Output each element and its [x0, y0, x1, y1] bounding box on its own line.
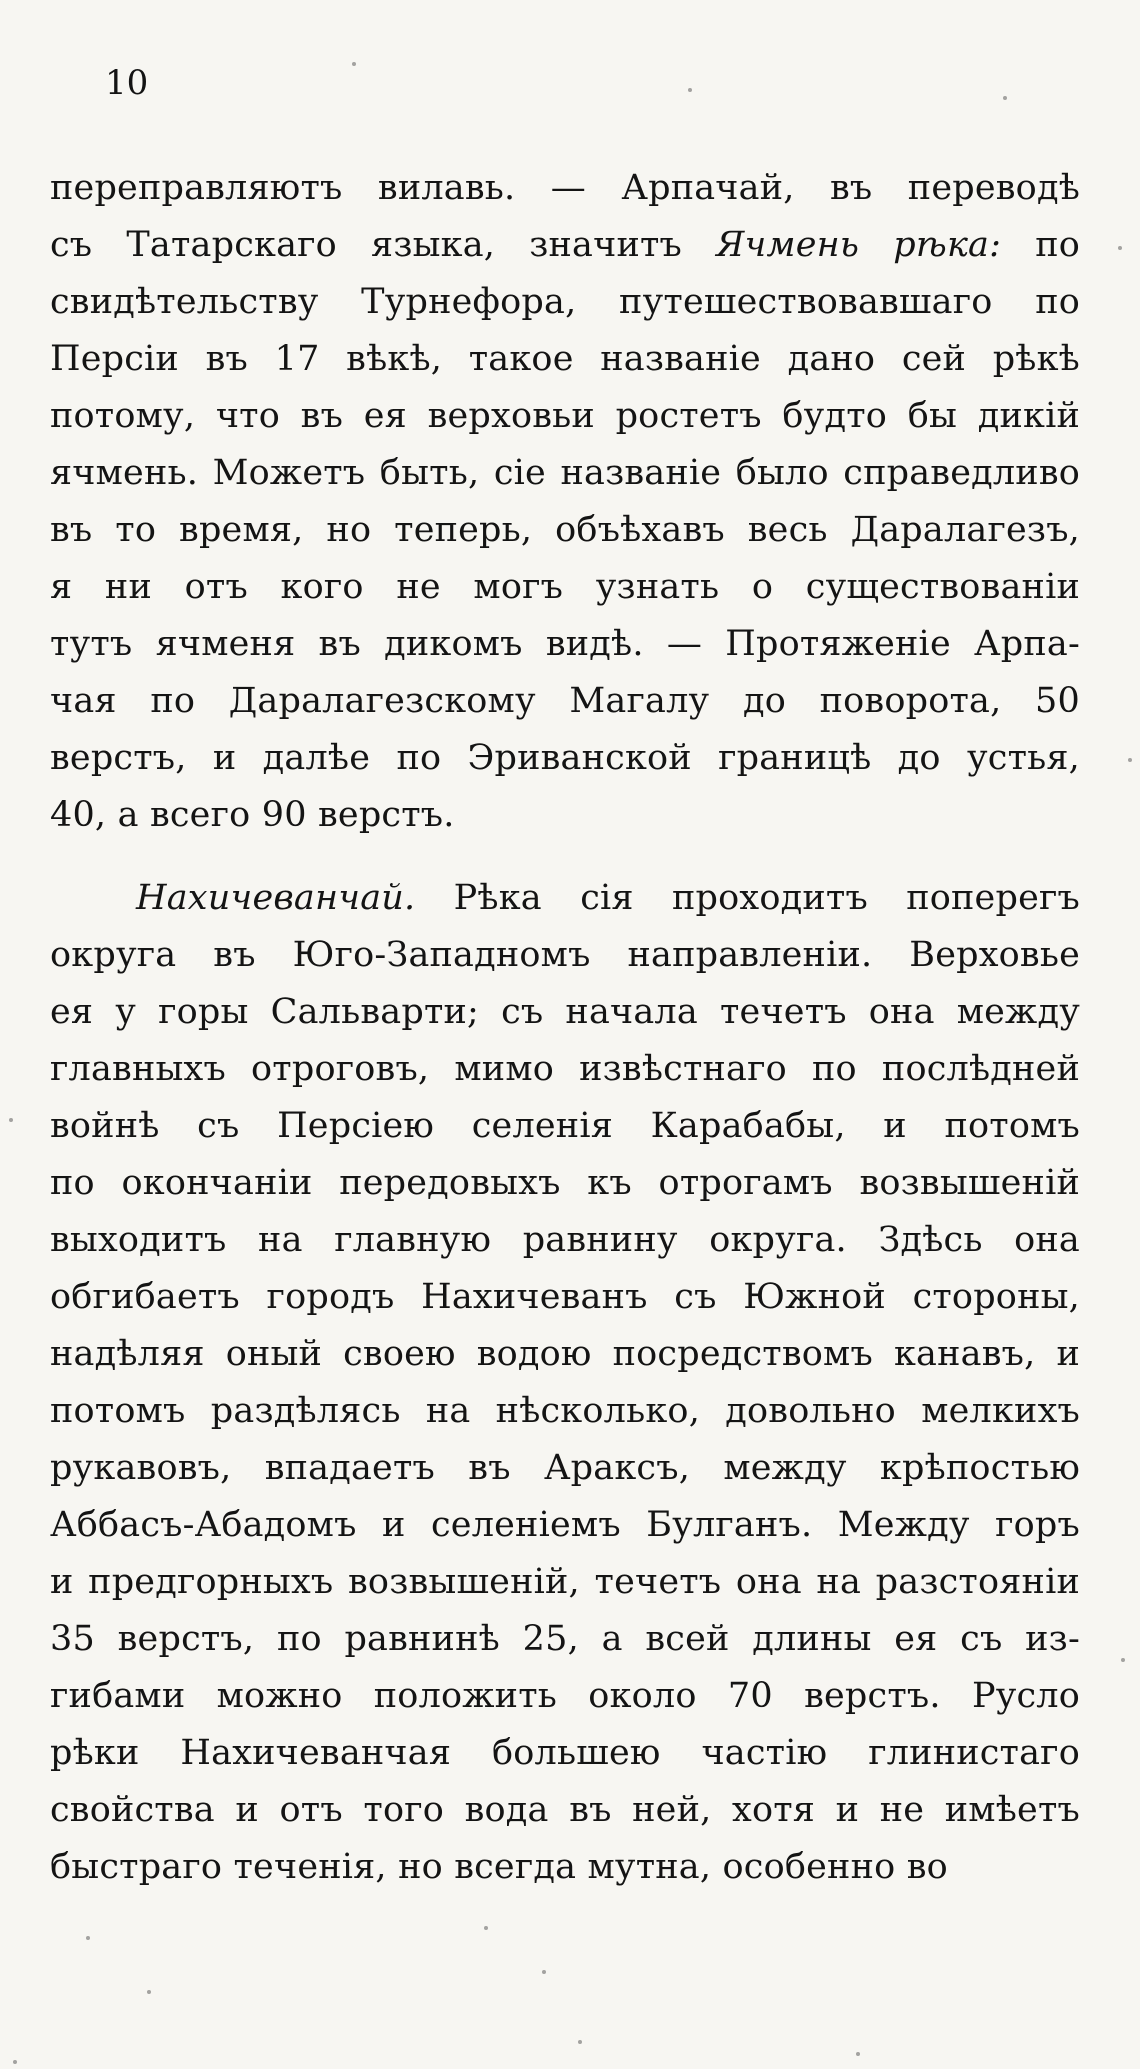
text-segment: войнѣ съ Персіею селенія Карабабы, и потомъ: [50, 1106, 1080, 1146]
text-line: [50, 1725, 1080, 1782]
text-line: [50, 217, 1080, 274]
text-segment: съ Татарскаго языка, значитъ: [50, 225, 717, 265]
text-line: [50, 502, 1080, 559]
text-segment: главныхъ отроговъ, мимо извѣстнаго по послѣдней: [50, 1049, 1080, 1089]
paper-speck: [856, 2052, 860, 2056]
text-line: [50, 927, 1080, 984]
text-line: [50, 1554, 1080, 1611]
text-segment: выходитъ на главную равнину округа. Здѣсь она: [50, 1220, 1080, 1260]
text-segment: я ни отъ кого не могъ узнать о существованіи: [50, 567, 1080, 607]
text-line: [50, 1668, 1080, 1725]
text-line: [50, 787, 1080, 844]
text-segment: по окончаніи передовыхъ къ отрогамъ возвышеній: [50, 1163, 1080, 1203]
text-line: [50, 673, 1080, 730]
italic-text-segment: Нахичеванчай.: [136, 878, 416, 918]
text-line: [50, 984, 1080, 1041]
text-line: [50, 1269, 1080, 1326]
text-segment: верстъ, и далѣе по Эриванской границѣ до устья,: [50, 738, 1080, 778]
paper-speck: [1118, 246, 1122, 250]
text-segment: тутъ ячменя въ дикомъ видѣ. — Протяженіе Арпа-: [50, 624, 1080, 664]
text-segment: Аббасъ-Абадомъ и селеніемъ Булганъ. Между горъ: [50, 1505, 1080, 1545]
paper-speck: [13, 2060, 17, 2064]
text-segment: ячмень. Можетъ быть, сіе названіе было справедливо: [50, 453, 1080, 493]
paper-speck: [484, 1926, 488, 1930]
text-segment: 40, а всего 90 верстъ.: [50, 795, 455, 835]
text-line: [50, 559, 1080, 616]
paper-speck: [542, 1970, 546, 1974]
text-segment: рукавовъ, впадаетъ въ Араксъ, между крѣпостью: [50, 1448, 1080, 1488]
text-line: [50, 1098, 1080, 1155]
paragraph-nakhichevanchai: [50, 870, 1080, 1896]
text-segment: чая по Даралагезскому Магалу до поворота, 50: [50, 681, 1080, 721]
text-segment: Рѣка сія проходитъ поперегъ: [415, 878, 1080, 918]
text-line: [50, 616, 1080, 673]
text-segment: быстраго теченія, но всегда мутна, особенно во: [50, 1847, 948, 1887]
text-segment: свойства и отъ того вода въ ней, хотя и не имѣетъ: [50, 1790, 1080, 1830]
text-segment: надѣляя оный своею водою посредствомъ канавъ, и: [50, 1334, 1080, 1374]
text-line: [50, 1383, 1080, 1440]
text-line: [50, 730, 1080, 787]
text-segment: потомъ раздѣлясь на нѣсколько, довольно мелкихъ: [50, 1391, 1080, 1431]
page-number: 10: [105, 63, 149, 103]
text-line: [50, 388, 1080, 445]
text-line: [50, 1782, 1080, 1839]
paper-speck: [352, 62, 356, 66]
text-segment: свидѣтельству Турнефора, путешествовавшаго по: [50, 282, 1080, 322]
text-segment: по: [1001, 225, 1080, 265]
paper-speck: [578, 2040, 582, 2044]
text-line: [50, 1839, 1080, 1896]
paper-speck: [9, 1118, 13, 1122]
text-segment: обгибаетъ городъ Нахичеванъ съ Южной стороны,: [50, 1277, 1080, 1317]
text-line: [50, 445, 1080, 502]
text-segment: рѣки Нахичеванчая большею частію глинистаго: [50, 1733, 1080, 1773]
text-line: [50, 274, 1080, 331]
paper-speck: [86, 1936, 90, 1940]
text-line: [50, 331, 1080, 388]
italic-text-segment: Ячмень рѣка:: [716, 225, 1002, 265]
text-line: [50, 870, 1080, 927]
paper-speck: [688, 88, 692, 92]
text-line: [50, 1440, 1080, 1497]
text-line: [50, 1611, 1080, 1668]
paper-speck: [147, 1990, 151, 1994]
paragraph-arpachai: [50, 160, 1080, 844]
paper-speck: [1121, 1658, 1125, 1662]
text-segment: Персіи въ 17 вѣкѣ, такое названіе дано сей рѣкѣ: [50, 339, 1080, 379]
text-segment: 35 верстъ, по равнинѣ 25, а всей длины ея съ из-: [50, 1619, 1080, 1659]
text-line: [50, 1212, 1080, 1269]
text-segment: потому, что въ ея верховьи ростетъ будто бы дикій: [50, 396, 1080, 436]
text-line: [50, 1041, 1080, 1098]
text-segment: въ то время, но теперь, объѣхавъ весь Даралагезъ,: [50, 510, 1080, 550]
text-line: [50, 1326, 1080, 1383]
paper-speck: [1003, 96, 1007, 100]
text-segment: ея у горы Сальварти; съ начала течетъ она между: [50, 992, 1080, 1032]
text-line: [50, 1155, 1080, 1212]
paper-speck: [1128, 758, 1132, 762]
text-line: [50, 1497, 1080, 1554]
text-segment: переправляютъ вилавь. — Арпачай, въ переводѣ: [50, 168, 1080, 208]
text-line: [50, 160, 1080, 217]
text-segment: гибами можно положить около 70 верстъ. Русло: [50, 1676, 1080, 1716]
text-segment: и предгорныхъ возвышеній, течетъ она на разстояніи: [50, 1562, 1080, 1602]
text-segment: округа въ Юго-Западномъ направленіи. Верховье: [50, 935, 1080, 975]
